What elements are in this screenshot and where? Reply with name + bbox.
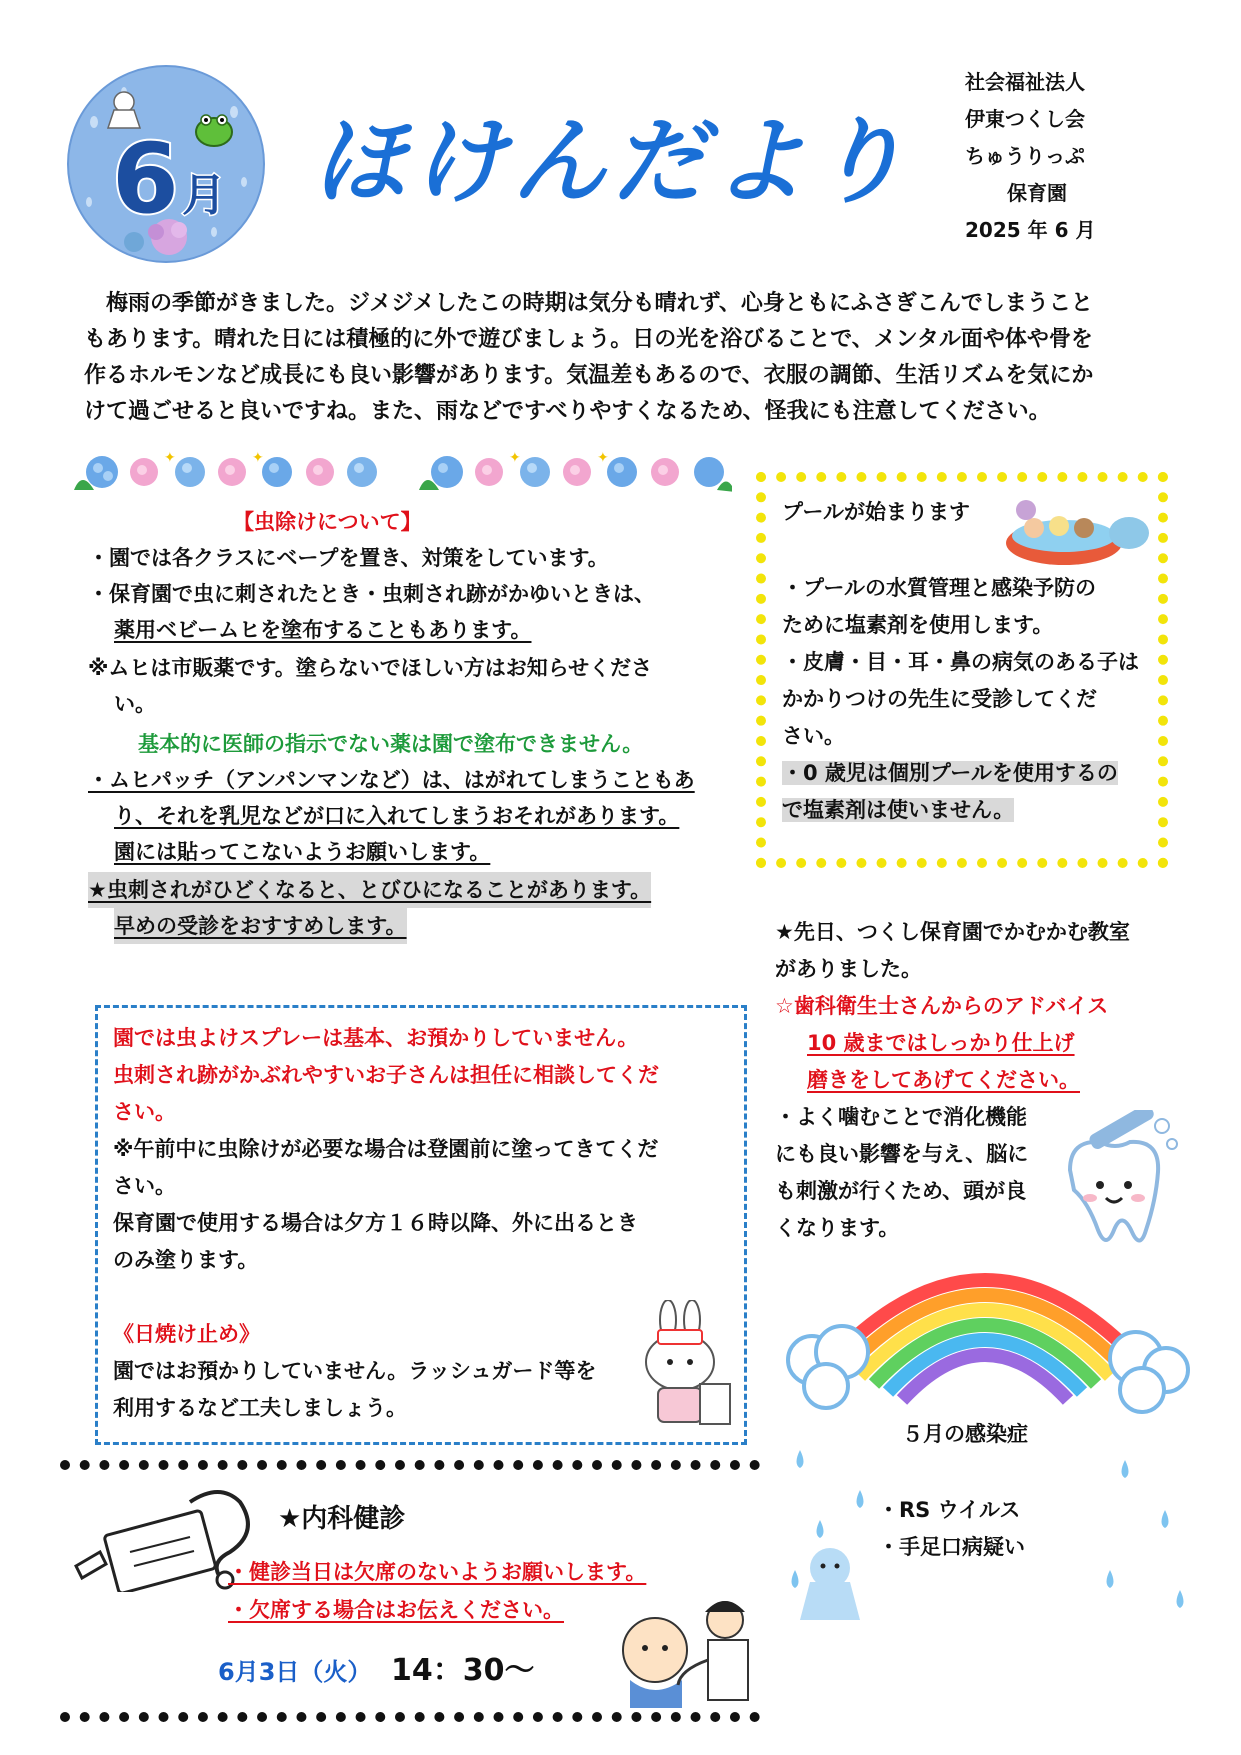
sunscreen-heading: 《日焼け止め》 bbox=[113, 1322, 260, 1346]
pool-highlight: で塩素剤は使いません。 bbox=[782, 798, 1015, 822]
insect-line: ※ムヒは市販薬です。塗らないでほしい方はお知らせくださ bbox=[88, 656, 653, 680]
pool-title: プールが始まります bbox=[782, 500, 970, 524]
pool-line: ・皮膚・目・耳・鼻の病気のある子は bbox=[782, 650, 1139, 674]
pool-line: ・プールの水質管理と感染予防の bbox=[782, 576, 1096, 600]
dotted-divider-top bbox=[60, 1460, 760, 1482]
org-line: 伊東つくし会 bbox=[965, 107, 1085, 131]
org-line: 2025 年 6 月 bbox=[965, 218, 1096, 242]
insect-line: ・ムヒパッチ（アンパンマンなど）は、はがれてしまうこともあ bbox=[88, 768, 695, 792]
infection-list bbox=[878, 1492, 1025, 1566]
kamukamu-line: ・よく噛むことで消化機能 bbox=[775, 1105, 1027, 1129]
svg-text:6: 6 bbox=[112, 123, 179, 235]
org-line: ちゅうりっぷ bbox=[965, 144, 1085, 168]
insect-green-note: 基本的に医師の指示でない薬は園で塗布できません。 bbox=[138, 732, 644, 756]
checkup-note: ・欠席する場合はお伝えください。 bbox=[228, 1598, 564, 1622]
kamukamu-advice: 磨きをしてあげてください。 bbox=[807, 1068, 1080, 1092]
spray-text bbox=[113, 1020, 659, 1427]
intro-line: 梅雨の季節がきました。ジメジメしたこの時期は気分も晴れず、心身ともにふさぎこんでしまうこと bbox=[84, 291, 1093, 316]
spray-line: 虫刺され跡がかぶれやすいお子さんは担任に相談してくだ bbox=[113, 1063, 659, 1087]
rainbow-illustration bbox=[780, 1240, 1190, 1660]
month-badge bbox=[64, 62, 269, 267]
pool-line bbox=[782, 792, 1139, 829]
infection-item: ・手足口病疑い bbox=[878, 1535, 1025, 1559]
insect-line: ・保育園で虫に刺されたとき・虫刺され跡がかゆいときは、 bbox=[88, 582, 655, 606]
hydrangea-border bbox=[72, 450, 732, 500]
intro-line: もあります。晴れた日には積極的に外で遊びましょう。日の光を浴びることで、メンタル面や体や骨を bbox=[84, 327, 1093, 352]
checkup-title: ★内科健診 bbox=[278, 1504, 406, 1534]
spray-line: 園ではお預かりしていません。ラッシュガード等を bbox=[113, 1359, 597, 1383]
frog-icon bbox=[196, 115, 232, 146]
infection-item: ・RS ウイルス bbox=[878, 1498, 1021, 1522]
spray-line: ※午前中に虫除けが必要な場合は登園前に塗ってきてくだ bbox=[113, 1137, 659, 1161]
svg-text:✦: ✦ bbox=[164, 450, 176, 466]
spray-line: 保育園で使用する場合は夕方１６時以降、外に出るとき bbox=[113, 1211, 638, 1235]
pool-line: さい。 bbox=[782, 724, 845, 748]
kamukamu-line: くなります。 bbox=[775, 1216, 900, 1240]
spray-line: さい。 bbox=[113, 1174, 176, 1198]
checkup-date: 6月3日（火） bbox=[218, 1658, 372, 1686]
spray-line: のみ塗ります。 bbox=[113, 1248, 259, 1272]
insect-line: 早めの受診をおすすめします。 bbox=[114, 908, 407, 944]
svg-text:✦: ✦ bbox=[252, 450, 264, 466]
spray-line: 利用するなど工夫しましょう。 bbox=[113, 1396, 407, 1420]
tooth-icon bbox=[1050, 1110, 1180, 1260]
kamukamu-advice: 10 歳まではしっかり仕上げ bbox=[807, 1031, 1075, 1055]
insect-line: ★虫刺されがひどくなると、とびひになることがあります。 bbox=[88, 872, 651, 908]
intro-line: けて過ごせると良いですね。また、雨などですべりやすくなるため、怪我にも注意してください。 bbox=[84, 399, 1051, 424]
intro-line: 作るホルモンなど成長にも良い影響があります。気温差もあるので、衣服の調節、生活リズムを気にか bbox=[84, 363, 1094, 388]
checkup-datetime bbox=[218, 1645, 534, 1689]
pool-highlight: ・0 歳児は個別プールを使用するの bbox=[782, 761, 1118, 785]
pool-line: ために塩素剤を使用します。 bbox=[782, 613, 1054, 637]
dotted-divider-bottom bbox=[60, 1712, 760, 1734]
pool-illustration bbox=[1004, 488, 1154, 568]
insect-heading: 【虫除けについて】 bbox=[233, 510, 422, 534]
pool-line: かかりつけの先生に受診してくだ bbox=[782, 687, 1097, 711]
insect-line: い。 bbox=[114, 692, 156, 716]
spray-spacer bbox=[113, 1279, 659, 1316]
insect-line: 園には貼ってこないようお願いします。 bbox=[114, 840, 491, 864]
svg-text:✦: ✦ bbox=[509, 450, 521, 466]
teru-teru-bozu-blue-icon bbox=[800, 1548, 860, 1620]
pool-text bbox=[782, 570, 1139, 829]
kamukamu-line: にも良い影響を与え、脳に bbox=[775, 1142, 1029, 1166]
kamukamu-line: も刺激が行くため、頭が良 bbox=[775, 1179, 1027, 1203]
insect-line: り、それを乳児などが口に入れてしまうおそれがあります。 bbox=[114, 804, 680, 828]
kamukamu-advice: ☆歯科衛生士さんからのアドバイス bbox=[775, 994, 1109, 1018]
intro-paragraph bbox=[84, 286, 1093, 430]
page-title: ほけんだより bbox=[312, 108, 913, 217]
doctor-baby-icon bbox=[600, 1590, 760, 1710]
nurse-rabbit-icon bbox=[628, 1300, 740, 1430]
pool-line bbox=[782, 755, 1139, 792]
svg-text:✦: ✦ bbox=[597, 450, 609, 466]
checkup-note: ・健診当日は欠席のないようお願いします。 bbox=[228, 1560, 647, 1584]
checkup-time: 14：30～ bbox=[390, 1653, 535, 1688]
spray-line: 園では虫よけスプレーは基本、お預かりしていません。 bbox=[113, 1026, 639, 1050]
org-block bbox=[965, 64, 1095, 249]
kamukamu-line: ★先日、つくし保育園でかむかむ教室 bbox=[775, 920, 1130, 944]
insect-line: ・園では各クラスにベープを置き、対策をしています。 bbox=[88, 546, 609, 570]
org-line: 保育園 bbox=[1007, 181, 1067, 205]
infection-title: ５月の感染症 bbox=[902, 1422, 1028, 1446]
insect-line: 薬用ベビームヒを塗布することもあります。 bbox=[114, 618, 532, 642]
svg-text:月: 月 bbox=[182, 170, 226, 221]
spray-line: さい。 bbox=[113, 1100, 176, 1124]
org-line: 社会福祉法人 bbox=[965, 70, 1085, 94]
kamukamu-line: がありました。 bbox=[775, 957, 922, 981]
